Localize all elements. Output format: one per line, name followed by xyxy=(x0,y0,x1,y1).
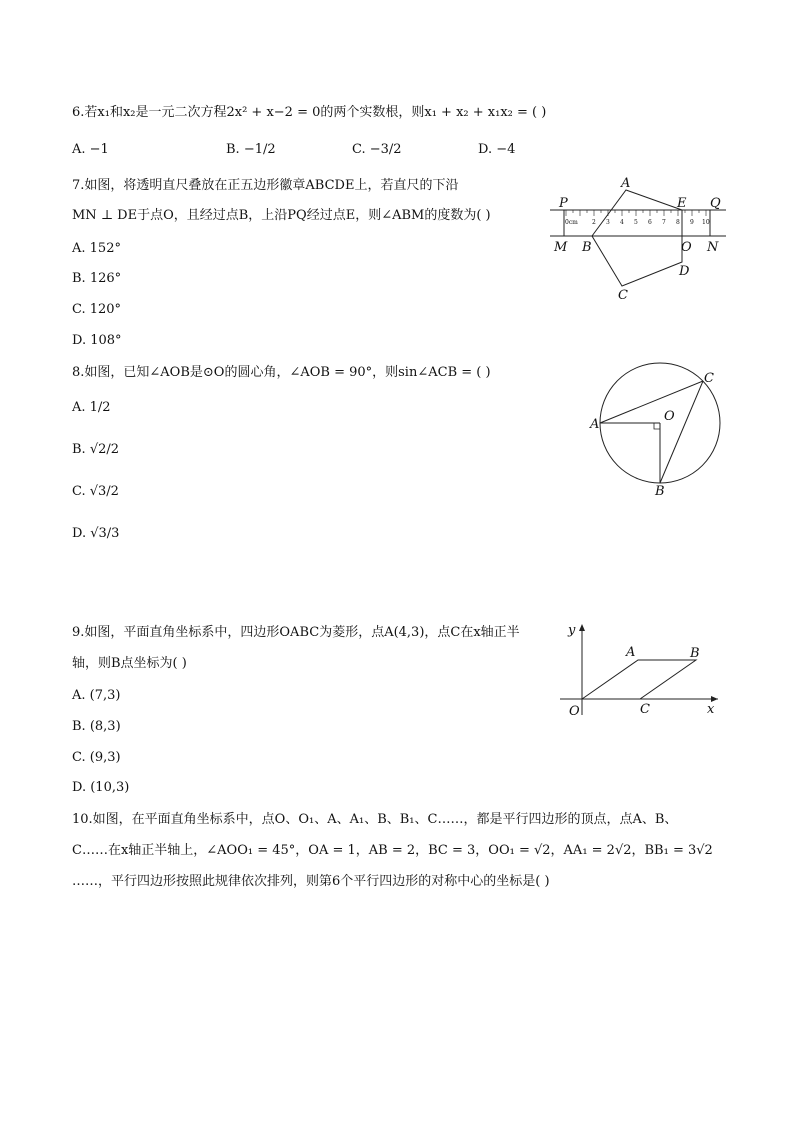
q6-stem: 6.若x₁和x₂是一元二次方程2x² + x−2 = 0的两个实数根，则x₁ + x₂ + x₁x₂ = ( ) xyxy=(72,105,547,120)
ruler-tick-7: 7 xyxy=(662,219,666,226)
label-a: A xyxy=(626,645,636,660)
label-b: B xyxy=(655,484,665,499)
label-n: N xyxy=(707,240,719,255)
ruler-tick-9: 9 xyxy=(690,219,694,226)
label-a: A xyxy=(621,176,631,191)
label-m: M xyxy=(554,240,568,255)
label-b: B xyxy=(690,646,700,661)
rhombus-oabc xyxy=(582,660,696,699)
label-o: O xyxy=(681,240,692,255)
ruler-tick-3: 3 xyxy=(606,219,610,226)
q6-option-b: B. −1/2 xyxy=(226,142,276,157)
label-p: P xyxy=(559,196,568,211)
q7-option-d: D. 108° xyxy=(72,333,122,348)
label-x: x xyxy=(707,702,715,717)
right-angle-mark xyxy=(654,423,660,429)
q9-option-d: D. (10,3) xyxy=(72,780,130,795)
ruler-tick-0: 0cm xyxy=(565,219,578,226)
q7-option-b: B. 126° xyxy=(72,271,122,286)
label-y: y xyxy=(568,623,576,638)
q10-stem-line2: C……在x轴正半轴上，∠AOO₁ = 45°，OA = 1，AB = 2，BC = 3，OO₁ = √2，AA₁ = 2√2，BB₁ = 3√2 xyxy=(72,843,713,858)
label-c: C xyxy=(704,371,714,386)
q7-option-c: C. 120° xyxy=(72,302,122,317)
label-c: C xyxy=(640,702,650,717)
label-c: C xyxy=(618,288,628,303)
label-b: B xyxy=(582,240,592,255)
q8-option-a: A. 1/2 xyxy=(72,400,111,415)
ruler-tick-2: 2 xyxy=(592,219,596,226)
label-q: Q xyxy=(710,196,721,211)
q10-stem-line1: 10.如图，在平面直角坐标系中，点O、O₁、A、A₁、B、B₁、C……，都是平行四边形的顶点，点A、B、 xyxy=(72,812,678,827)
ruler-tick-6: 6 xyxy=(648,219,652,226)
y-axis-arrow xyxy=(579,624,585,631)
q7-figure xyxy=(550,172,730,304)
q8-stem: 8.如图，已知∠AOB是⊙O的圆心角，∠AOB = 90°，则sin∠ACB = ( ) xyxy=(72,365,491,380)
label-a: A xyxy=(590,417,600,432)
q10-stem-line3: ……，平行四边形按照此规律依次排列，则第6个平行四边形的对称中心的坐标是( ) xyxy=(72,874,550,889)
q8-option-c: C. √3/2 xyxy=(72,484,119,499)
ruler-tick-8: 8 xyxy=(676,219,680,226)
pentagon xyxy=(592,190,682,286)
ruler-tick-10: 10 xyxy=(702,219,710,226)
q7-stem-line1: 7.如图，将透明直尺叠放在正五边形徽章ABCDE上，若直尺的下沿 xyxy=(72,178,459,193)
q9-option-c: C. (9,3) xyxy=(72,750,121,765)
q8-figure xyxy=(585,360,725,500)
q7-option-a: A. 152° xyxy=(72,241,121,256)
label-e: E xyxy=(677,196,687,211)
q9-option-b: B. (8,3) xyxy=(72,719,121,734)
label-o: O xyxy=(664,409,675,424)
label-d: D xyxy=(679,264,690,279)
q9-stem-line2: 轴，则B点坐标为( ) xyxy=(72,656,187,671)
q8-option-b: B. √2/2 xyxy=(72,442,120,457)
label-o: O xyxy=(569,704,580,719)
q6-option-d: D. −4 xyxy=(478,142,516,157)
q9-figure xyxy=(560,620,725,720)
ruler-tick-4: 4 xyxy=(620,219,624,226)
q9-stem-line1: 9.如图，平面直角坐标系中，四边形OABC为菱形，点A(4,3)，点C在x轴正半 xyxy=(72,625,520,640)
q9-option-a: A. (7,3) xyxy=(72,688,121,703)
q8-option-d: D. √3/3 xyxy=(72,526,120,541)
q7-stem-line2: MN ⊥ DE于点O，且经过点B，上沿PQ经过点E，则∠ABM的度数为( ) xyxy=(72,208,491,223)
q6-option-a: A. −1 xyxy=(72,142,109,157)
q6-option-c: C. −3/2 xyxy=(352,142,402,157)
ruler-tick-5: 5 xyxy=(634,219,638,226)
